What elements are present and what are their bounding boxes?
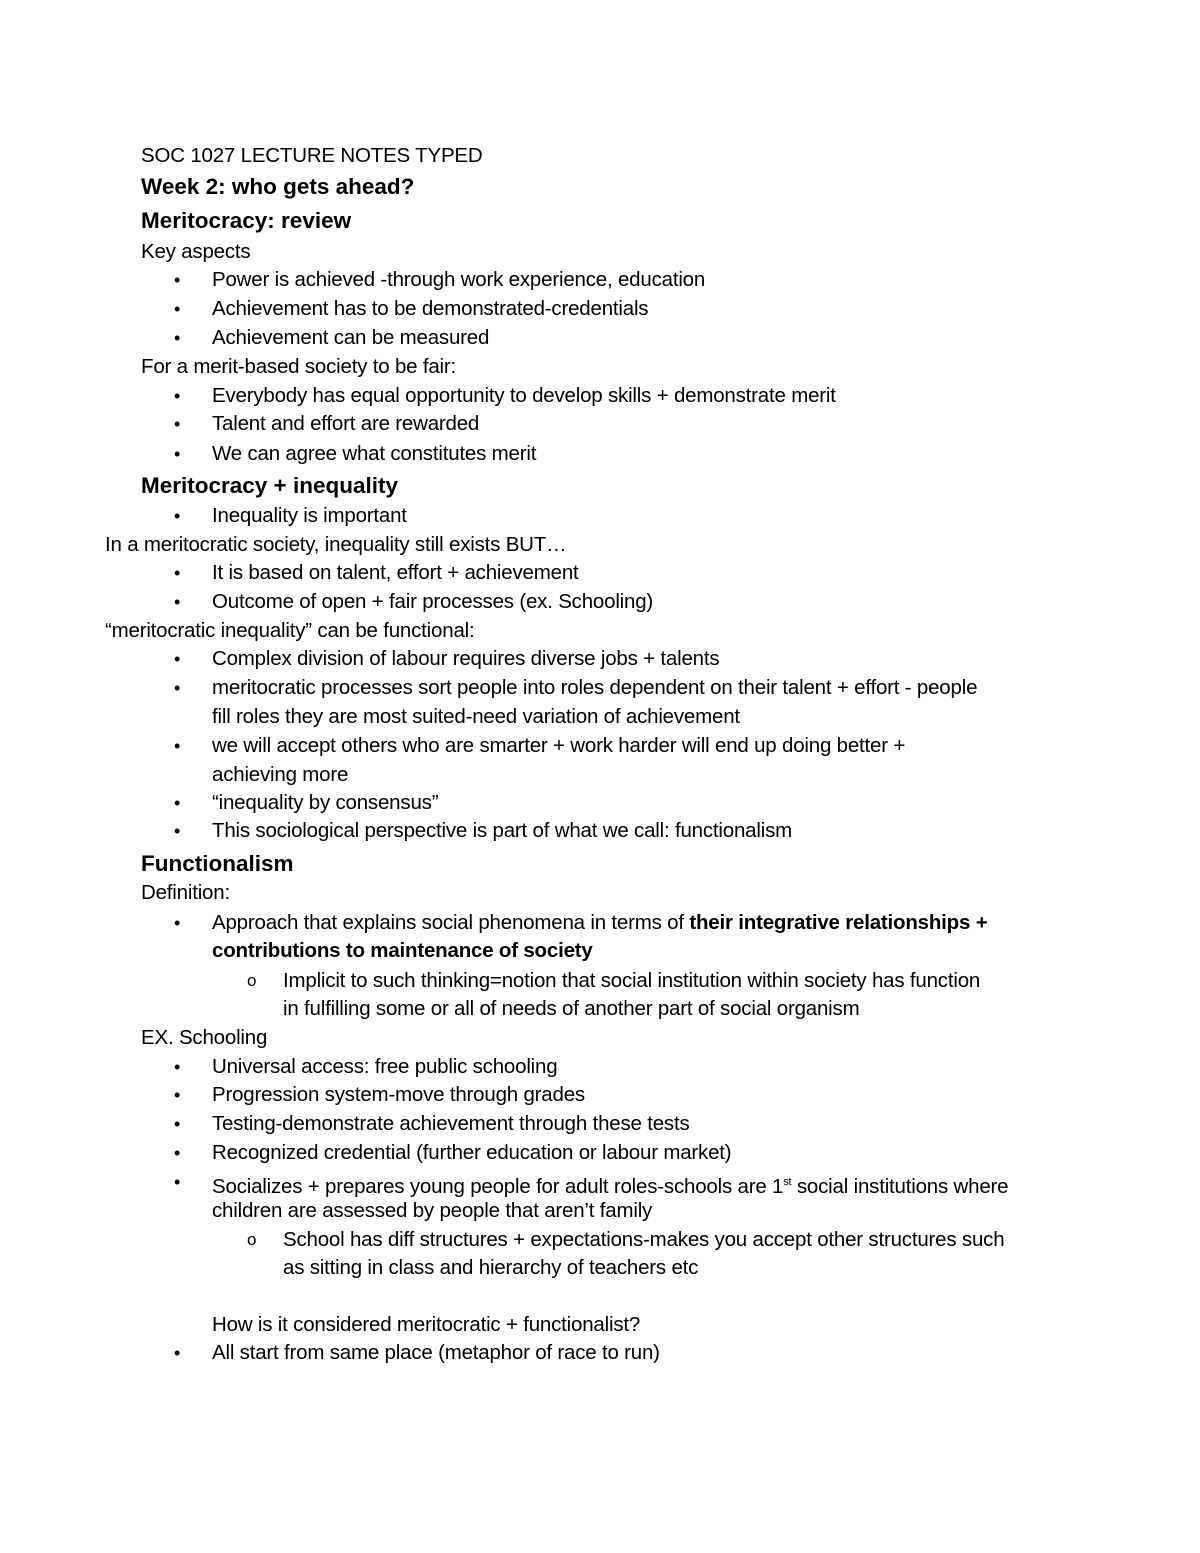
key-aspects-label: Key aspects <box>141 240 251 263</box>
sub-list-item: Implicit to such thinking=notion that social institution within society has function <box>283 969 981 992</box>
bullet-icon: • <box>174 563 181 583</box>
week-heading: Week 2: who gets ahead? <box>141 174 415 199</box>
bullet-icon: • <box>174 821 181 841</box>
list-item: We can agree what constitutes merit <box>212 442 537 465</box>
bullet-icon: • <box>174 506 181 526</box>
section-heading-functionalism: Functionalism <box>141 851 294 876</box>
list-item: Outcome of open + fair processes (ex. Schooling) <box>212 590 654 613</box>
bullet-icon: • <box>174 328 181 348</box>
list-item: “inequality by consensus” <box>212 791 439 814</box>
list-item: Progression system-move through grades <box>212 1083 585 1106</box>
list-item: we will accept others who are smarter + work harder will end up doing better + <box>212 734 906 757</box>
sub-list-item: School has diff structures + expectations-makes you accept other structures such <box>283 1228 1005 1251</box>
list-item: Universal access: free public schooling <box>212 1055 558 1078</box>
bullet-icon: • <box>174 444 181 464</box>
inequality-intro: In a meritocratic society, inequality still exists BUT… <box>105 533 567 556</box>
list-item-text: social institutions where <box>791 1174 1009 1198</box>
bullet-icon: • <box>174 913 181 933</box>
sub-list-item-continuation: in fulfilling some or all of needs of another part of social organism <box>283 997 860 1020</box>
section-heading-meritocracy-review: Meritocracy: review <box>141 208 352 233</box>
list-item-continuation: contributions to maintenance of society <box>212 939 593 962</box>
section-heading-meritocracy-inequality: Meritocracy + inequality <box>141 473 398 498</box>
question-line: How is it considered meritocratic + functionalist? <box>212 1313 641 1336</box>
list-item-text: Socializes + prepares young people for adult roles-schools are 1 <box>212 1174 784 1198</box>
bullet-icon: • <box>174 1057 181 1077</box>
bullet-icon: • <box>174 1114 181 1134</box>
list-item: Complex division of labour requires diverse jobs + talents <box>212 647 720 670</box>
list-item: It is based on talent, effort + achievement <box>212 561 579 584</box>
list-item: Recognized credential (further education or labour market) <box>212 1141 732 1164</box>
bullet-icon: • <box>174 270 181 290</box>
fair-intro: For a merit-based society to be fair: <box>141 355 457 378</box>
bullet-icon: • <box>174 1143 181 1163</box>
example-label: EX. Schooling <box>141 1026 268 1049</box>
definition-text: Approach that explains social phenomena in terms of <box>212 911 690 934</box>
bullet-icon: • <box>174 649 181 669</box>
list-item: All start from same place (metaphor of race to run) <box>212 1341 660 1364</box>
bullet-icon: • <box>174 793 181 813</box>
bullet-icon: • <box>174 414 181 434</box>
list-item: Everybody has equal opportunity to develop skills + demonstrate merit <box>212 384 836 407</box>
bullet-icon: • <box>174 678 181 698</box>
list-item-continuation: fill roles they are most suited-need variation of achievement <box>212 705 740 728</box>
functional-intro: “meritocratic inequality” can be functional: <box>105 619 475 642</box>
sub-bullet-icon: o <box>247 1230 257 1249</box>
list-item: Inequality is important <box>212 504 407 527</box>
sub-list-item-continuation: as sitting in class and hierarchy of teachers etc <box>283 1256 699 1279</box>
bullet-icon: • <box>174 736 181 756</box>
course-title: SOC 1027 LECTURE NOTES TYPED <box>141 144 483 167</box>
list-item: meritocratic processes sort people into roles dependent on their talent + effort - people <box>212 676 978 699</box>
list-item: Testing-demonstrate achievement through these tests <box>212 1112 690 1135</box>
bullet-icon: • <box>174 592 181 612</box>
bullet-icon: • <box>174 386 181 406</box>
list-item: Talent and effort are rewarded <box>212 412 480 435</box>
bullet-icon: • <box>174 1085 181 1105</box>
bullet-icon: • <box>174 1343 181 1363</box>
bullet-icon: • <box>174 1172 181 1192</box>
sub-bullet-icon: o <box>247 971 257 990</box>
list-item <box>212 1170 1008 1199</box>
definition-label: Definition: <box>141 881 230 904</box>
list-item <box>212 911 987 935</box>
bullet-icon: • <box>174 299 181 319</box>
list-item-continuation: achieving more <box>212 763 349 786</box>
definition-emphasis: their integrative relationships + <box>689 911 988 934</box>
list-item: Achievement has to be demonstrated-credentials <box>212 297 649 320</box>
list-item: Power is achieved -through work experience, education <box>212 268 706 291</box>
list-item: Achievement can be measured <box>212 326 490 349</box>
ordinal-superscript: st <box>783 1176 792 1188</box>
list-item: This sociological perspective is part of what we call: functionalism <box>212 819 793 842</box>
list-item-continuation: children are assessed by people that aren’t family <box>212 1199 653 1222</box>
